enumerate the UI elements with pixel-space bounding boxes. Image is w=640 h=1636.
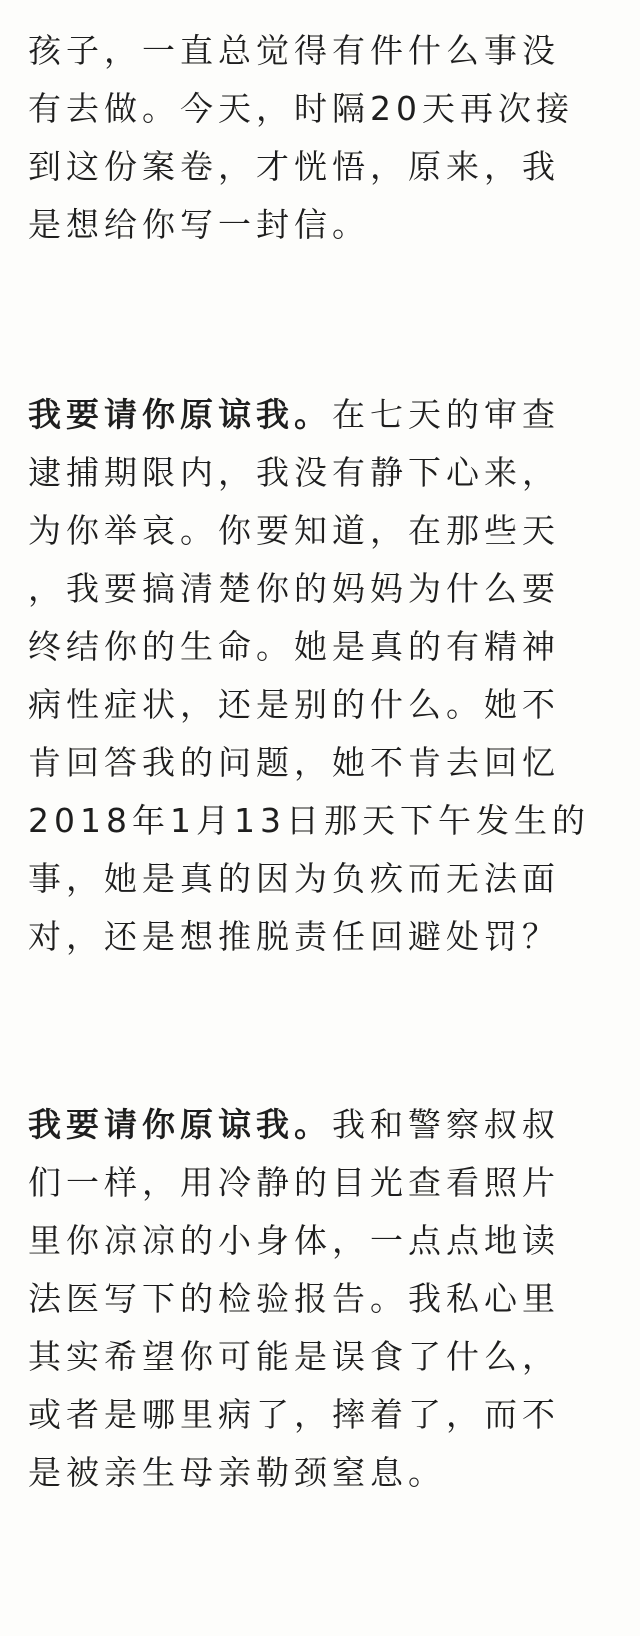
text-line-rest: 我和警察叔叔: [332, 1105, 560, 1144]
paragraph-spacer: [28, 254, 624, 386]
text-line: 逮捕期限内，我没有静下心来，: [28, 453, 560, 492]
text-line: 是被亲生母亲勒颈窒息。: [28, 1453, 446, 1492]
apology-lead: 我要请你原谅我。: [28, 1105, 332, 1144]
text-line-first: [28, 1096, 624, 1154]
text-line: 2018年1月13日那天下午发生的: [28, 801, 590, 840]
text-line-first: [28, 386, 624, 444]
text-line: 或者是哪里病了，摔着了，而不: [28, 1395, 560, 1434]
text-line: 有去做。今天，时隔20天再次接: [28, 89, 574, 128]
text-line: 里你凉凉的小身体，一点点地读: [28, 1221, 560, 1260]
text-line: 法医写下的检验报告。我私心里: [28, 1279, 560, 1318]
text-line: 其实希望你可能是误食了什么，: [28, 1337, 560, 1376]
text-line: 为你举哀。你要知道，在那些天: [28, 511, 560, 550]
text-line-rest: 在七天的审查: [332, 395, 560, 434]
text-line: 到这份案卷，才恍悟，原来，我: [28, 147, 560, 186]
text-line: 事，她是真的因为负疚而无法面: [28, 859, 560, 898]
text-line: 终结你的生命。她是真的有精神: [28, 627, 560, 666]
text-line: 病性症状，还是别的什么。她不: [28, 685, 560, 724]
paragraph-intro: [28, 22, 624, 254]
text-line: ，我要搞清楚你的妈妈为什么要: [28, 569, 560, 608]
paragraph-apology-2: [28, 1096, 624, 1502]
paragraph-spacer: [28, 966, 624, 1096]
apology-lead: 我要请你原谅我。: [28, 395, 332, 434]
text-line: 们一样，用冷静的目光查看照片: [28, 1163, 560, 1202]
text-line: 对，还是想推脱责任回避处罚？: [28, 917, 560, 956]
paragraph-apology-1: [28, 386, 624, 966]
text-line: 孩子，一直总觉得有件什么事没: [28, 31, 560, 70]
text-line: 是想给你写一封信。: [28, 205, 370, 244]
text-line: 肯回答我的问题，她不肯去回忆: [28, 743, 560, 782]
